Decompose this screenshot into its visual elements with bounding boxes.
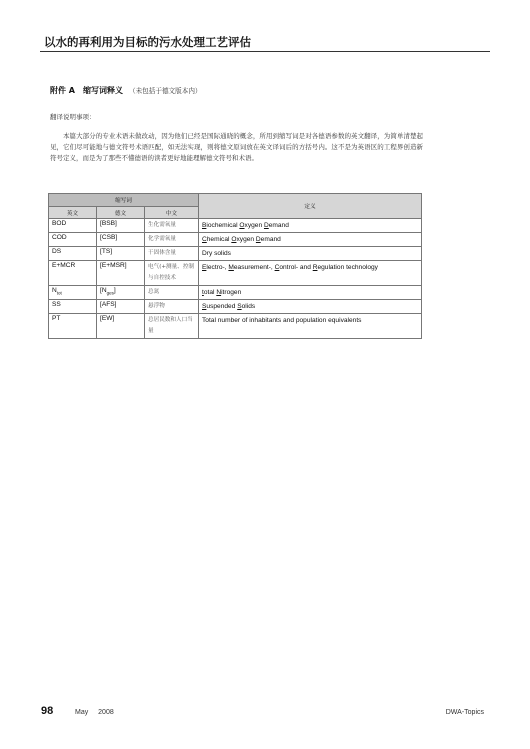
abbr-definition-cell: total Nitrogen	[199, 286, 422, 300]
abbr-definition-cell: Total number of inhabitants and population equivalents	[199, 314, 422, 339]
abbr-german-cell: $[N_{ges}]$	[97, 286, 145, 300]
abbr-chinese-cell: 化学需氧量	[145, 233, 199, 247]
abbr-english-cell: $N_{tot}$	[49, 286, 97, 300]
appendix-label: 附件 A 缩写词释义	[50, 86, 123, 95]
abbr-german-cell: [TS]	[97, 247, 145, 261]
footer-publisher: DWA-Topics	[445, 709, 484, 716]
abbr-english-cell: COD	[49, 233, 97, 247]
abbr-chinese-cell: 总氮	[145, 286, 199, 300]
table-row	[49, 314, 422, 339]
abbr-english-cell: SS	[49, 300, 97, 314]
abbr-german-cell: [BSB]	[97, 219, 145, 233]
page-number: 98	[41, 705, 54, 717]
chinese-column-header: 中文	[145, 207, 199, 219]
footer-date: May 2008	[75, 709, 114, 716]
abbr-german-cell: [CSB]	[97, 233, 145, 247]
abbr-definition-cell: Suspended Solids	[199, 300, 422, 314]
abbr-definition-cell: Biochemical Oxygen Demand	[199, 219, 422, 233]
definition-header: 定义	[199, 194, 422, 219]
abbr-definition-cell: Chemical Oxygen Demand	[199, 233, 422, 247]
abbr-german-cell: [E+MSR]	[97, 261, 145, 286]
abbreviation-table	[48, 193, 422, 339]
abbr-definition-cell: Electro-, Measurement-, Control- and Regulation technology	[199, 261, 422, 286]
table-row	[49, 233, 422, 247]
abbr-english-cell: DS	[49, 247, 97, 261]
abbr-chinese-cell: 悬浮物	[145, 300, 199, 314]
table-row	[49, 261, 422, 286]
abbr-english-cell: BOD	[49, 219, 97, 233]
appendix-heading	[50, 85, 202, 96]
table-row	[49, 300, 422, 314]
running-header-title: 以水的再利用为目标的污水处理工艺评估	[44, 35, 251, 49]
abbr-chinese-cell: 生化需氧量	[145, 219, 199, 233]
abbr-chinese-cell: 总居民数和人口当量	[145, 314, 199, 339]
header-rule	[40, 51, 490, 52]
abbr-german-cell: [EW]	[97, 314, 145, 339]
abbr-chinese-cell: 电气(+测量、控制与自控技术	[145, 261, 199, 286]
abbreviation-table-body	[49, 219, 422, 339]
table-row	[49, 219, 422, 233]
table-row	[49, 247, 422, 261]
abbr-english-cell: E+MCR	[49, 261, 97, 286]
abbr-definition-cell: Dry solids	[199, 247, 422, 261]
translation-note-paragraph: 本篇大部分的专业术语未做改动，因为他们已经是国际通晓的概念，所用到缩写词是对各德语参数的英文翻译，为简单清楚起见，它们尽可能地与德文符号术语匹配，如无法实现，则将德文原词放在英文译词后的方括号内。这不是为英语区的工程界创造新符号定义，而是为了那些不懂德语的读者更好地能理解德文符号和术语。	[50, 132, 423, 162]
abbr-english-cell: PT	[49, 314, 97, 339]
translation-note-heading: 翻译说明事项：	[50, 113, 96, 121]
table-row	[49, 286, 422, 300]
abbr-german-cell: [AFS]	[97, 300, 145, 314]
german-column-header: 德文	[97, 207, 145, 219]
abbreviation-group-header: 缩写词	[49, 194, 199, 207]
english-column-header: 英文	[49, 207, 97, 219]
abbr-chinese-cell: 干固体含量	[145, 247, 199, 261]
appendix-subtitle: （未包括于德文版本内）	[128, 87, 202, 95]
